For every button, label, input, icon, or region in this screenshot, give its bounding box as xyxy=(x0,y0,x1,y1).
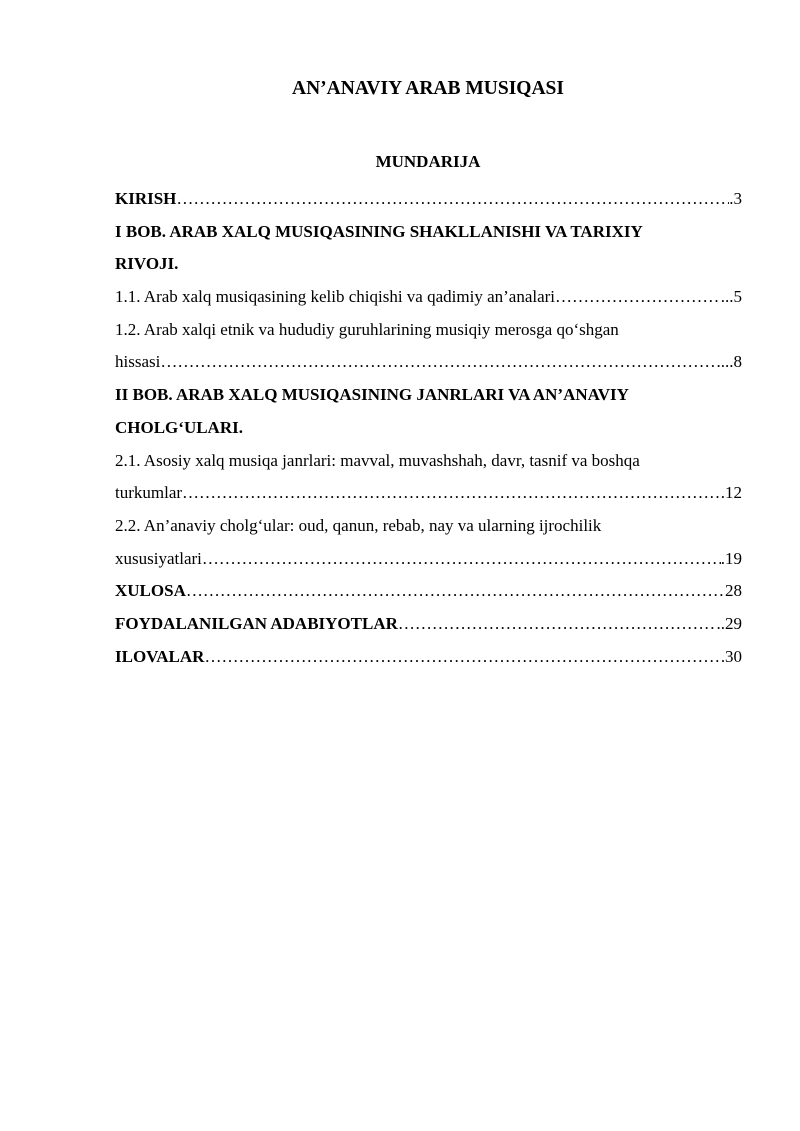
toc-entry-xulosa xyxy=(115,575,742,608)
toc-entry-1-2-line1: 1.2. Arab xalqi etnik va hududiy guruhlarining musiqiy merosga qo‘shgan xyxy=(115,319,619,339)
toc-page-number: .19 xyxy=(720,548,742,568)
toc-entry-2-2 xyxy=(115,543,742,576)
toc-dot-leader xyxy=(176,183,729,216)
toc-entry-1-2 xyxy=(115,346,742,379)
toc-dot-leader xyxy=(555,281,721,314)
toc-entry-label: xususiyatlari xyxy=(115,548,202,568)
toc-dot-leader xyxy=(186,575,725,608)
toc-page-number: ..29 xyxy=(716,613,742,633)
toc-page-number: ...5 xyxy=(720,287,742,307)
toc-page-number: ....8 xyxy=(716,352,742,372)
toc-entry-2-2-line1: 2.2. An’anaviy cholg‘ular: oud, qanun, rebab, nay va ularning ijrochilik xyxy=(115,515,602,535)
toc-entry-label: ILOVALAR xyxy=(115,646,205,666)
document-title: AN’ANAVIY ARAB MUSIQASI xyxy=(292,78,564,99)
toc-entry-2-1 xyxy=(115,477,742,510)
toc-chapter-1-line1: I BOB. ARAB XALQ MUSIQASINING SHAKLLANISHI VA TARIXIY xyxy=(115,221,643,241)
toc-entry-label: 1.1. Arab xalq musiqasining kelib chiqishi va qadimiy an’analari xyxy=(115,287,556,307)
toc-entry-label: hissasi xyxy=(115,352,161,372)
toc-entry-kirish xyxy=(115,183,742,216)
toc-entry-label: XULOSA xyxy=(115,581,186,601)
table-of-contents xyxy=(115,183,742,673)
toc-dot-leader xyxy=(202,543,721,576)
toc-entry-2-1-line1: 2.1. Asosiy xalq musiqa janrlari: mavval, muvashshah, davr, tasnif va boshqa xyxy=(115,450,640,470)
toc-page-number: 30 xyxy=(725,646,742,666)
toc-chapter-2-line2: CHOLG‘ULARI. xyxy=(115,417,243,437)
toc-chapter-1-line2: RIVOJI. xyxy=(115,254,179,274)
toc-entry-label: FOYDALANILGAN ADABIYOTLAR xyxy=(115,613,398,633)
toc-entry-adabiyotlar xyxy=(115,608,742,641)
toc-dot-leader xyxy=(160,346,716,379)
toc-dot-leader xyxy=(204,641,725,674)
toc-page-number: .12 xyxy=(720,483,742,503)
toc-entry-ilovalar xyxy=(115,641,742,674)
toc-entry-1-1 xyxy=(115,281,742,314)
toc-dot-leader xyxy=(398,608,717,641)
toc-heading: MUNDARIJA xyxy=(375,152,481,171)
toc-entry-label: turkumlar xyxy=(115,483,183,503)
toc-page-number: 28 xyxy=(725,581,742,601)
toc-dot-leader xyxy=(182,477,721,510)
toc-chapter-2-line1: II BOB. ARAB XALQ MUSIQASINING JANRLARI VA AN’ANAVIY xyxy=(115,385,629,405)
toc-entry-label: KIRISH xyxy=(115,189,177,208)
toc-page-number: .3 xyxy=(729,189,742,208)
